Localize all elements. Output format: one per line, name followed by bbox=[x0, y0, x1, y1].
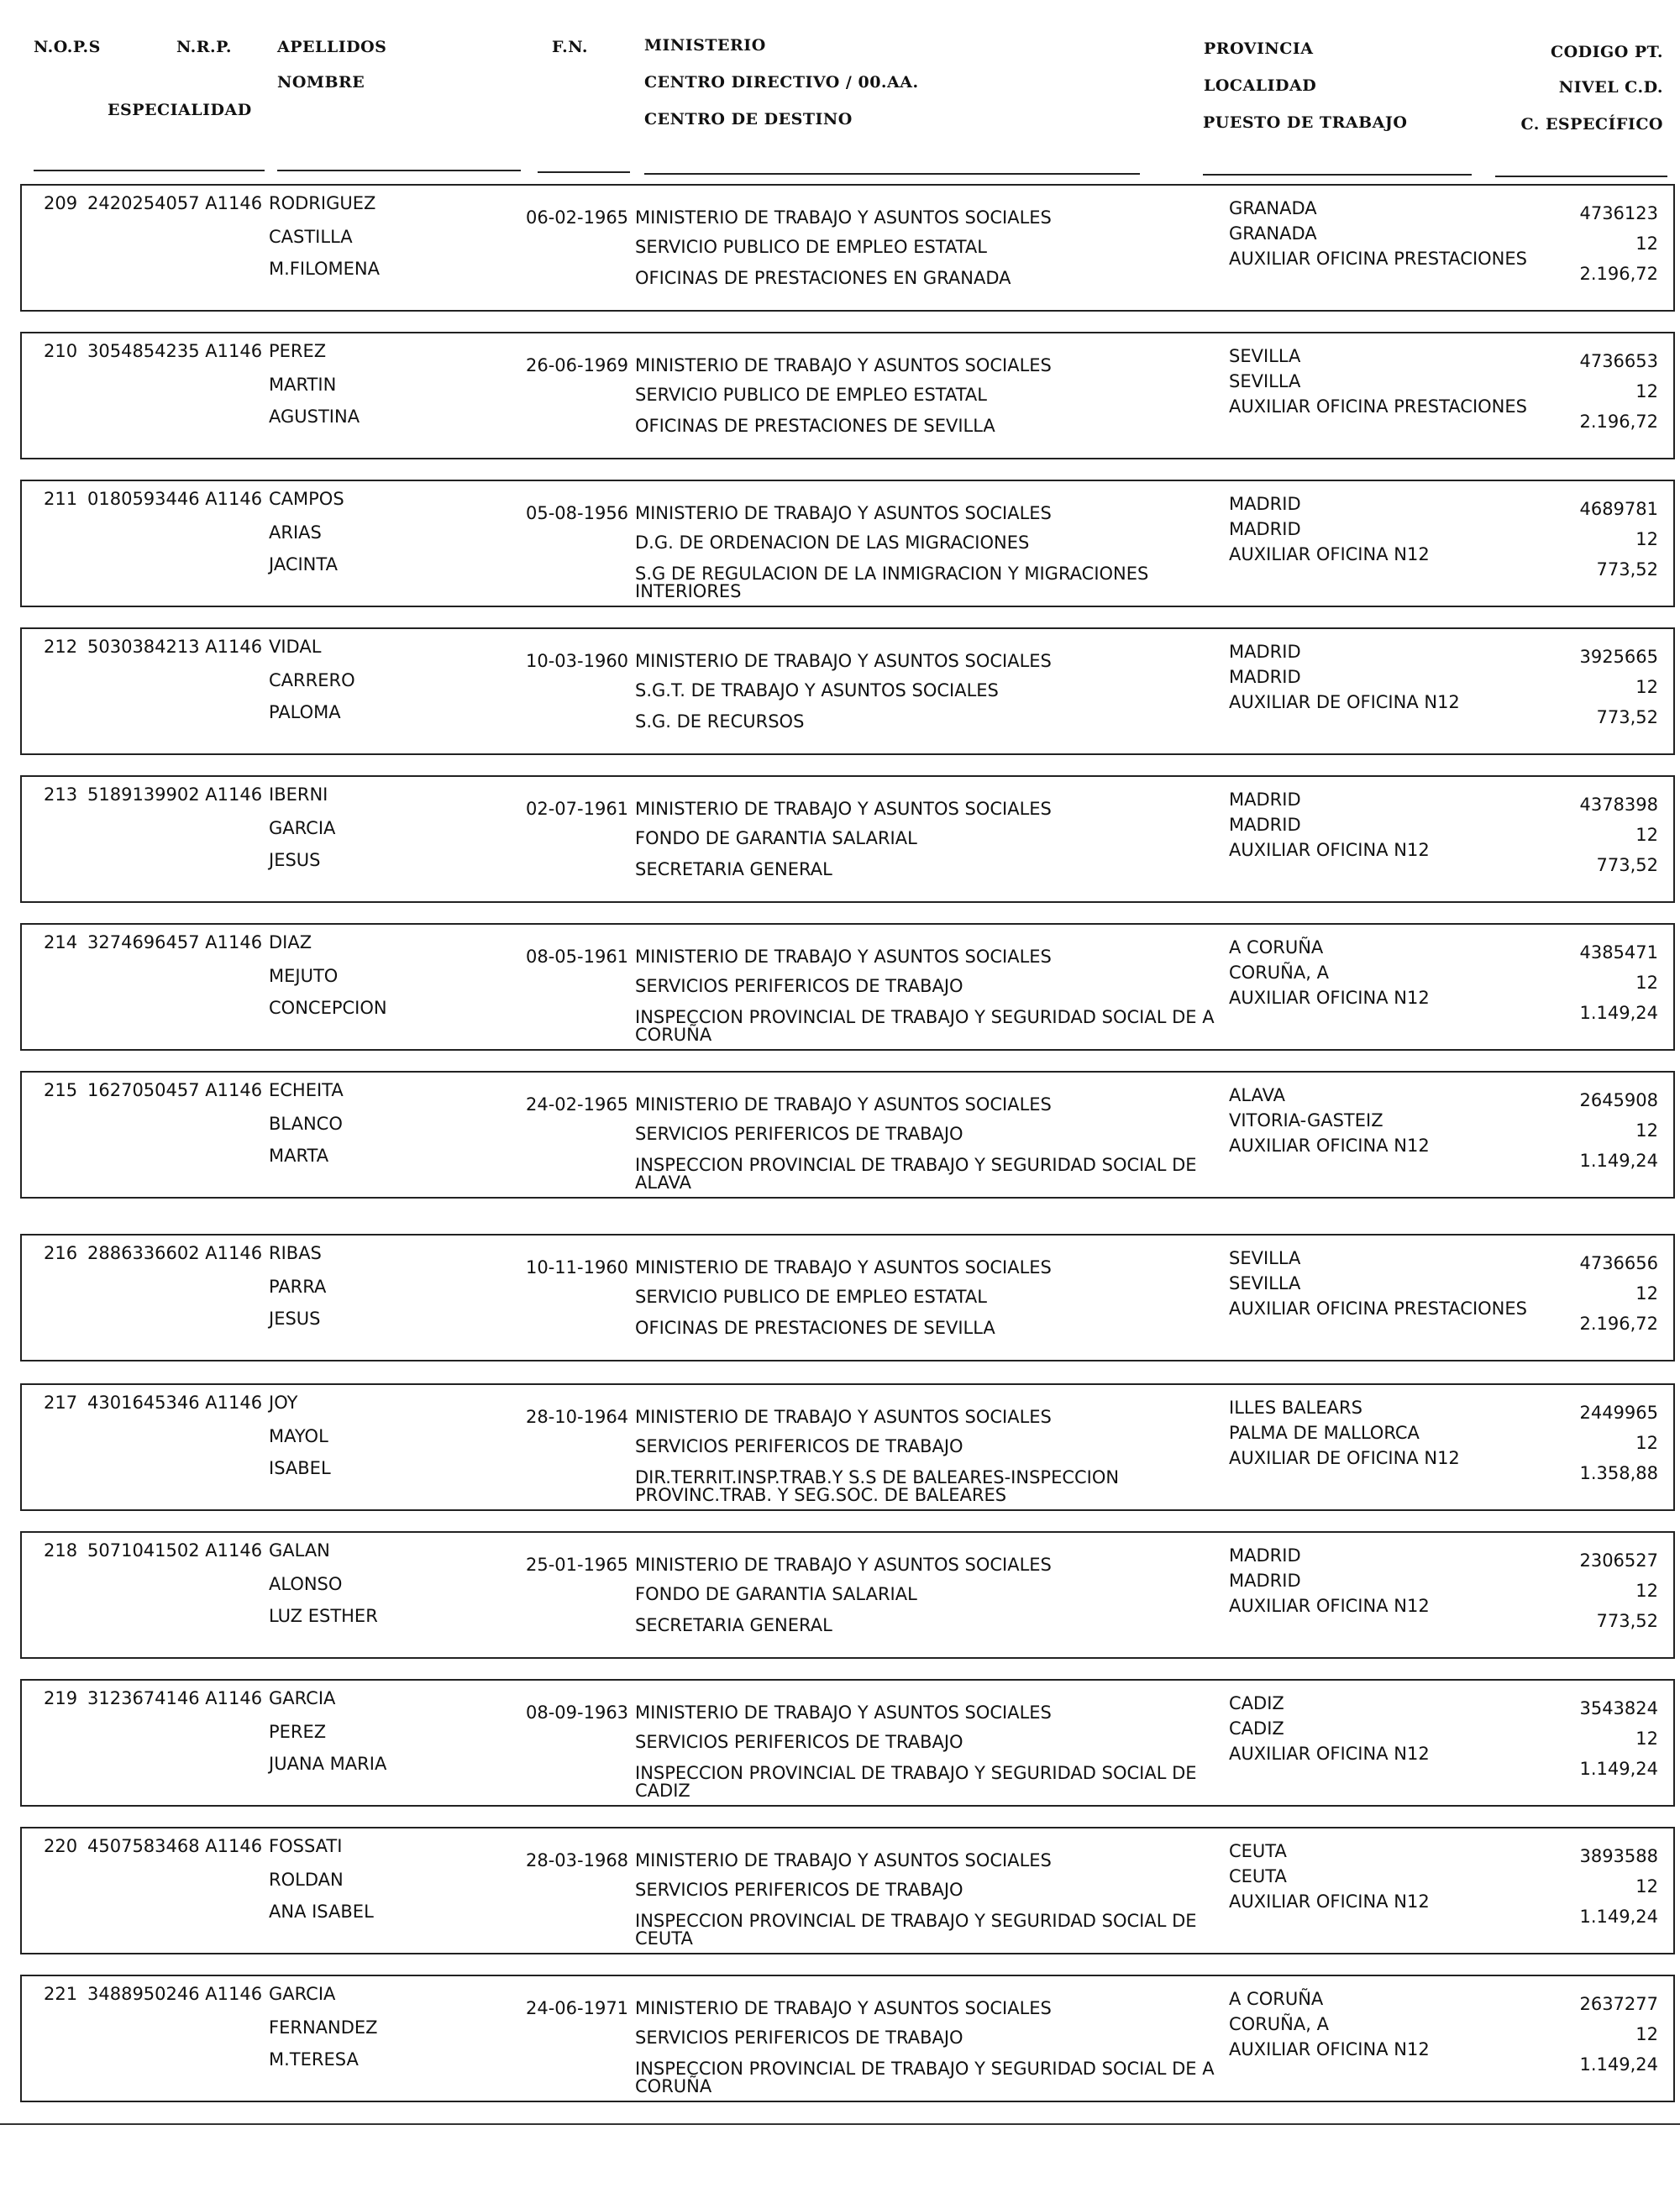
record-nivel: 12 bbox=[1635, 1729, 1658, 1749]
record-apellido2: ALONSO bbox=[269, 1574, 343, 1594]
record-nivel: 12 bbox=[1635, 973, 1658, 993]
record-box bbox=[20, 480, 1675, 607]
record-nombre: AGUSTINA bbox=[269, 407, 360, 427]
record-localidad: MADRID bbox=[1229, 519, 1301, 539]
record-centro-directivo: SERVICIOS PERIFERICOS DE TRABAJO bbox=[635, 1436, 963, 1456]
record-apellido1: RODRIGUEZ bbox=[269, 193, 376, 213]
record-box bbox=[20, 1383, 1675, 1511]
record-fecha: 26-06-1969 bbox=[526, 355, 629, 375]
record-box bbox=[20, 923, 1675, 1051]
record-localidad: CEUTA bbox=[1229, 1866, 1287, 1886]
record-codigo: 4689781 bbox=[1579, 499, 1658, 519]
record-nombre: PALOMA bbox=[269, 702, 341, 722]
record-centro-destino: SECRETARIA GENERAL bbox=[635, 1615, 832, 1635]
record-centro-directivo: FONDO DE GARANTIA SALARIAL bbox=[635, 1584, 917, 1604]
record-provincia: MADRID bbox=[1229, 1545, 1301, 1566]
record-box bbox=[20, 1679, 1675, 1807]
record-apellido1: GARCIA bbox=[269, 1984, 336, 2004]
record-nrp: 4507583468 A1146 bbox=[87, 1836, 263, 1856]
record-box bbox=[20, 1531, 1675, 1659]
record-apellido2: PARRA bbox=[269, 1277, 327, 1297]
record-codigo: 3925665 bbox=[1579, 647, 1658, 667]
record-box bbox=[20, 1827, 1675, 1954]
record-especifico: 2.196,72 bbox=[1579, 1314, 1658, 1334]
record-apellido2: CARRERO bbox=[269, 670, 355, 690]
record-nombre: JESUS bbox=[269, 1309, 321, 1329]
record-centro-destino: DIR.TERRIT.INSP.TRAB.Y S.S DE BALEARES-INSPECCION PROVINC.TRAB. Y SEG.SOC. DE BALEARES bbox=[635, 1467, 1120, 1505]
header-localidad: LOCALIDAD bbox=[1204, 76, 1317, 95]
record-puesto: AUXILIAR OFICINA PRESTACIONES bbox=[1229, 249, 1527, 269]
record-centro-directivo: SERVICIO PUBLICO DE EMPLEO ESTATAL bbox=[635, 1287, 987, 1307]
record-puesto: AUXILIAR OFICINA N12 bbox=[1229, 1596, 1430, 1616]
record-especifico: 1.149,24 bbox=[1579, 1759, 1658, 1779]
record-nrp: 1627050457 A1146 bbox=[87, 1080, 263, 1100]
header-fn: F.N. bbox=[552, 38, 588, 56]
record-centro-destino: S.G DE REGULACION DE LA INMIGRACION Y MIGRACIONES INTERIORES bbox=[635, 564, 1149, 601]
header-underline bbox=[1203, 174, 1472, 176]
record-fecha: 02-07-1961 bbox=[526, 799, 629, 819]
record-puesto: AUXILIAR OFICINA N12 bbox=[1229, 1744, 1430, 1764]
record-box bbox=[20, 775, 1675, 903]
record-ministerio: MINISTERIO DE TRABAJO Y ASUNTOS SOCIALES bbox=[635, 947, 1052, 967]
record-centro-directivo: SERVICIOS PERIFERICOS DE TRABAJO bbox=[635, 1732, 963, 1752]
record-ministerio: MINISTERIO DE TRABAJO Y ASUNTOS SOCIALES bbox=[635, 1702, 1052, 1723]
record-centro-destino: INSPECCION PROVINCIAL DE TRABAJO Y SEGURIDAD SOCIAL DE CEUTA bbox=[635, 1911, 1197, 1949]
record-nombre: ISABEL bbox=[269, 1458, 331, 1478]
record-nombre: JUANA MARIA bbox=[269, 1754, 387, 1774]
record-apellido1: GARCIA bbox=[269, 1688, 336, 1708]
record-number: 209 bbox=[44, 193, 78, 213]
header-underline bbox=[277, 170, 521, 171]
record-fecha: 05-08-1956 bbox=[526, 503, 629, 523]
record-localidad: CADIZ bbox=[1229, 1718, 1284, 1739]
record-box bbox=[20, 1234, 1675, 1361]
record-apellido1: IBERNI bbox=[269, 784, 328, 805]
record-apellido1: JOY bbox=[269, 1393, 298, 1413]
record-fecha: 10-11-1960 bbox=[526, 1257, 629, 1278]
record-codigo: 2637277 bbox=[1579, 1994, 1658, 2014]
record-nombre: M.TERESA bbox=[269, 2049, 359, 2070]
record-nombre: MARTA bbox=[269, 1146, 329, 1166]
record-nivel: 12 bbox=[1635, 1120, 1658, 1141]
record-localidad: MADRID bbox=[1229, 815, 1301, 835]
record-puesto: AUXILIAR OFICINA N12 bbox=[1229, 988, 1430, 1008]
record-nivel: 12 bbox=[1635, 825, 1658, 845]
record-especifico: 773,52 bbox=[1596, 559, 1658, 580]
record-ministerio: MINISTERIO DE TRABAJO Y ASUNTOS SOCIALES bbox=[635, 1094, 1052, 1115]
record-apellido1: PEREZ bbox=[269, 341, 327, 361]
record-puesto: AUXILIAR OFICINA PRESTACIONES bbox=[1229, 1298, 1527, 1319]
header-nivel: NIVEL C.D. bbox=[1558, 78, 1663, 97]
record-centro-directivo: SERVICIOS PERIFERICOS DE TRABAJO bbox=[635, 2028, 963, 2048]
record-apellido1: FOSSATI bbox=[269, 1836, 343, 1856]
record-puesto: AUXILIAR DE OFICINA N12 bbox=[1229, 1448, 1460, 1468]
record-provincia: SEVILLA bbox=[1229, 1248, 1301, 1268]
record-nivel: 12 bbox=[1635, 1876, 1658, 1897]
record-codigo: 2449965 bbox=[1579, 1403, 1658, 1423]
record-apellido2: MAYOL bbox=[269, 1426, 328, 1446]
record-nombre: LUZ ESTHER bbox=[269, 1606, 378, 1626]
record-apellido2: MEJUTO bbox=[269, 966, 339, 986]
record-centro-destino: INSPECCION PROVINCIAL DE TRABAJO Y SEGURIDAD SOCIAL DE CADIZ bbox=[635, 1763, 1197, 1801]
record-codigo: 4378398 bbox=[1579, 795, 1658, 815]
record-nombre: JESUS bbox=[269, 850, 321, 870]
record-centro-directivo: D.G. DE ORDENACION DE LAS MIGRACIONES bbox=[635, 533, 1030, 553]
record-puesto: AUXILIAR OFICINA N12 bbox=[1229, 1136, 1430, 1156]
record-especifico: 1.149,24 bbox=[1579, 2054, 1658, 2075]
record-centro-destino: INSPECCION PROVINCIAL DE TRABAJO Y SEGURIDAD SOCIAL DE A CORUÑA bbox=[635, 2059, 1215, 2096]
record-fecha: 24-06-1971 bbox=[526, 1998, 629, 2018]
record-box bbox=[20, 627, 1675, 755]
header-underline bbox=[1495, 176, 1667, 177]
record-nivel: 12 bbox=[1635, 233, 1658, 254]
record-fecha: 28-03-1968 bbox=[526, 1850, 629, 1870]
record-ministerio: MINISTERIO DE TRABAJO Y ASUNTOS SOCIALES bbox=[635, 1998, 1052, 2018]
header-codigo: CODIGO PT. bbox=[1550, 43, 1663, 61]
record-ministerio: MINISTERIO DE TRABAJO Y ASUNTOS SOCIALES bbox=[635, 207, 1052, 228]
record-centro-directivo: FONDO DE GARANTIA SALARIAL bbox=[635, 828, 917, 848]
record-codigo: 4736123 bbox=[1579, 203, 1658, 223]
record-box bbox=[20, 1071, 1675, 1199]
header-provincia: PROVINCIA bbox=[1204, 39, 1314, 58]
record-apellido1: ECHEITA bbox=[269, 1080, 344, 1100]
record-especifico: 2.196,72 bbox=[1579, 412, 1658, 432]
record-puesto: AUXILIAR OFICINA N12 bbox=[1229, 1891, 1430, 1912]
record-apellido1: RIBAS bbox=[269, 1243, 322, 1263]
record-nrp: 3054854235 A1146 bbox=[87, 341, 263, 361]
record-nrp: 3488950246 A1146 bbox=[87, 1984, 263, 2004]
record-localidad: SEVILLA bbox=[1229, 371, 1301, 391]
header-underline bbox=[34, 170, 265, 171]
record-especifico: 773,52 bbox=[1596, 707, 1658, 727]
record-codigo: 2645908 bbox=[1579, 1090, 1658, 1110]
record-ministerio: MINISTERIO DE TRABAJO Y ASUNTOS SOCIALES bbox=[635, 1257, 1052, 1278]
record-nivel: 12 bbox=[1635, 1581, 1658, 1601]
record-provincia: ALAVA bbox=[1229, 1085, 1285, 1105]
record-ministerio: MINISTERIO DE TRABAJO Y ASUNTOS SOCIALES bbox=[635, 1407, 1052, 1427]
record-provincia: ILLES BALEARS bbox=[1229, 1398, 1362, 1418]
record-nrp: 5189139902 A1146 bbox=[87, 784, 263, 805]
record-codigo: 4736656 bbox=[1579, 1253, 1658, 1273]
record-ministerio: MINISTERIO DE TRABAJO Y ASUNTOS SOCIALES bbox=[635, 503, 1052, 523]
record-puesto: AUXILIAR OFICINA N12 bbox=[1229, 840, 1430, 860]
record-especifico: 773,52 bbox=[1596, 1611, 1658, 1631]
record-nrp: 3123674146 A1146 bbox=[87, 1688, 263, 1708]
record-localidad: VITORIA-GASTEIZ bbox=[1229, 1110, 1383, 1131]
header-centro-destino: CENTRO DE DESTINO bbox=[644, 110, 853, 129]
record-codigo: 3543824 bbox=[1579, 1698, 1658, 1718]
record-apellido2: CASTILLA bbox=[269, 227, 353, 247]
record-centro-directivo: S.G.T. DE TRABAJO Y ASUNTOS SOCIALES bbox=[635, 680, 999, 700]
record-centro-destino: INSPECCION PROVINCIAL DE TRABAJO Y SEGURIDAD SOCIAL DE A CORUÑA bbox=[635, 1007, 1215, 1045]
record-number: 212 bbox=[44, 637, 78, 657]
record-centro-directivo: SERVICIO PUBLICO DE EMPLEO ESTATAL bbox=[635, 385, 987, 405]
header-nrp: N.R.P. bbox=[176, 38, 232, 56]
record-especifico: 1.149,24 bbox=[1579, 1151, 1658, 1171]
record-centro-directivo: SERVICIOS PERIFERICOS DE TRABAJO bbox=[635, 976, 963, 996]
record-localidad: MADRID bbox=[1229, 1571, 1301, 1591]
record-nivel: 12 bbox=[1635, 2024, 1658, 2044]
record-fecha: 25-01-1965 bbox=[526, 1555, 629, 1575]
header-centro-directivo: CENTRO DIRECTIVO / 00.AA. bbox=[644, 73, 919, 92]
record-ministerio: MINISTERIO DE TRABAJO Y ASUNTOS SOCIALES bbox=[635, 799, 1052, 819]
record-number: 214 bbox=[44, 932, 78, 952]
record-nrp: 0180593446 A1146 bbox=[87, 489, 263, 509]
record-provincia: SEVILLA bbox=[1229, 346, 1301, 366]
record-centro-destino: INSPECCION PROVINCIAL DE TRABAJO Y SEGURIDAD SOCIAL DE ALAVA bbox=[635, 1155, 1197, 1193]
record-nombre: JACINTA bbox=[269, 554, 338, 574]
record-nivel: 12 bbox=[1635, 1283, 1658, 1304]
record-especifico: 1.149,24 bbox=[1579, 1003, 1658, 1023]
record-provincia: MADRID bbox=[1229, 494, 1301, 514]
record-especifico: 1.358,88 bbox=[1579, 1463, 1658, 1483]
record-nivel: 12 bbox=[1635, 529, 1658, 549]
record-centro-destino: OFICINAS DE PRESTACIONES DE SEVILLA bbox=[635, 1318, 995, 1338]
record-codigo: 2306527 bbox=[1579, 1550, 1658, 1571]
record-apellido2: PEREZ bbox=[269, 1722, 327, 1742]
record-localidad: CORUÑA, A bbox=[1229, 963, 1329, 983]
record-apellido1: VIDAL bbox=[269, 637, 322, 657]
header-especifico: C. ESPECÍFICO bbox=[1520, 115, 1663, 134]
record-especifico: 2.196,72 bbox=[1579, 264, 1658, 284]
header-underline bbox=[538, 171, 630, 173]
record-especifico: 773,52 bbox=[1596, 855, 1658, 875]
record-centro-destino: OFICINAS DE PRESTACIONES EN GRANADA bbox=[635, 268, 1011, 288]
record-number: 210 bbox=[44, 341, 78, 361]
record-codigo: 4385471 bbox=[1579, 942, 1658, 963]
record-provincia: MADRID bbox=[1229, 642, 1301, 662]
record-apellido1: DIAZ bbox=[269, 932, 312, 952]
record-nivel: 12 bbox=[1635, 677, 1658, 697]
record-provincia: A CORUÑA bbox=[1229, 937, 1324, 957]
record-provincia: GRANADA bbox=[1229, 198, 1317, 218]
record-nrp: 5071041502 A1146 bbox=[87, 1540, 263, 1561]
record-apellido2: ROLDAN bbox=[269, 1870, 344, 1890]
record-nombre: ANA ISABEL bbox=[269, 1902, 374, 1922]
record-provincia: MADRID bbox=[1229, 790, 1301, 810]
record-ministerio: MINISTERIO DE TRABAJO Y ASUNTOS SOCIALES bbox=[635, 355, 1052, 375]
header-especialidad: ESPECIALIDAD bbox=[108, 101, 252, 119]
record-fecha: 28-10-1964 bbox=[526, 1407, 629, 1427]
record-puesto: AUXILIAR OFICINA N12 bbox=[1229, 2039, 1430, 2059]
record-provincia: A CORUÑA bbox=[1229, 1989, 1324, 2009]
page-bottom-rule bbox=[0, 2123, 1680, 2125]
record-box bbox=[20, 1975, 1675, 2102]
record-number: 215 bbox=[44, 1080, 78, 1100]
record-fecha: 24-02-1965 bbox=[526, 1094, 629, 1115]
record-provincia: CADIZ bbox=[1229, 1693, 1284, 1713]
record-nrp: 2420254057 A1146 bbox=[87, 193, 263, 213]
record-apellido1: CAMPOS bbox=[269, 489, 344, 509]
record-provincia: CEUTA bbox=[1229, 1841, 1287, 1861]
record-fecha: 06-02-1965 bbox=[526, 207, 629, 228]
record-localidad: MADRID bbox=[1229, 667, 1301, 687]
record-fecha: 08-05-1961 bbox=[526, 947, 629, 967]
record-centro-directivo: SERVICIOS PERIFERICOS DE TRABAJO bbox=[635, 1880, 963, 1900]
record-number: 216 bbox=[44, 1243, 78, 1263]
record-nivel: 12 bbox=[1635, 381, 1658, 401]
record-nrp: 2886336602 A1146 bbox=[87, 1243, 263, 1263]
header-underline bbox=[644, 173, 1140, 175]
record-nrp: 5030384213 A1146 bbox=[87, 637, 263, 657]
record-localidad: PALMA DE MALLORCA bbox=[1229, 1423, 1420, 1443]
record-centro-destino: OFICINAS DE PRESTACIONES DE SEVILLA bbox=[635, 416, 995, 436]
record-ministerio: MINISTERIO DE TRABAJO Y ASUNTOS SOCIALES bbox=[635, 651, 1052, 671]
record-number: 211 bbox=[44, 489, 78, 509]
record-apellido2: GARCIA bbox=[269, 818, 336, 838]
record-number: 221 bbox=[44, 1984, 78, 2004]
record-number: 220 bbox=[44, 1836, 78, 1856]
record-apellido2: FERNANDEZ bbox=[269, 2017, 378, 2038]
header-nops: N.O.P.S bbox=[34, 38, 101, 56]
record-number: 217 bbox=[44, 1393, 78, 1413]
record-centro-directivo: SERVICIOS PERIFERICOS DE TRABAJO bbox=[635, 1124, 963, 1144]
record-nombre: M.FILOMENA bbox=[269, 259, 381, 279]
record-apellido2: ARIAS bbox=[269, 522, 322, 543]
record-localidad: CORUÑA, A bbox=[1229, 2014, 1329, 2034]
record-codigo: 3893588 bbox=[1579, 1846, 1658, 1866]
record-puesto: AUXILIAR DE OFICINA N12 bbox=[1229, 692, 1460, 712]
record-nrp: 3274696457 A1146 bbox=[87, 932, 263, 952]
record-nivel: 12 bbox=[1635, 1433, 1658, 1453]
record-localidad: GRANADA bbox=[1229, 223, 1317, 244]
record-fecha: 08-09-1963 bbox=[526, 1702, 629, 1723]
record-centro-destino: SECRETARIA GENERAL bbox=[635, 859, 832, 879]
record-apellido2: BLANCO bbox=[269, 1114, 343, 1134]
record-nrp: 4301645346 A1146 bbox=[87, 1393, 263, 1413]
record-puesto: AUXILIAR OFICINA N12 bbox=[1229, 544, 1430, 564]
record-codigo: 4736653 bbox=[1579, 351, 1658, 371]
record-fecha: 10-03-1960 bbox=[526, 651, 629, 671]
record-ministerio: MINISTERIO DE TRABAJO Y ASUNTOS SOCIALES bbox=[635, 1850, 1052, 1870]
record-localidad: SEVILLA bbox=[1229, 1273, 1301, 1293]
record-apellido2: MARTIN bbox=[269, 375, 337, 395]
record-number: 213 bbox=[44, 784, 78, 805]
header-apellidos: APELLIDOS bbox=[277, 38, 387, 56]
record-box bbox=[20, 332, 1675, 459]
record-centro-destino: S.G. DE RECURSOS bbox=[635, 711, 805, 732]
record-ministerio: MINISTERIO DE TRABAJO Y ASUNTOS SOCIALES bbox=[635, 1555, 1052, 1575]
header-ministerio: MINISTERIO bbox=[644, 36, 766, 55]
record-especifico: 1.149,24 bbox=[1579, 1907, 1658, 1927]
record-box bbox=[20, 184, 1675, 312]
header-puesto: PUESTO DE TRABAJO bbox=[1203, 113, 1408, 132]
record-number: 219 bbox=[44, 1688, 78, 1708]
record-number: 218 bbox=[44, 1540, 78, 1561]
record-centro-directivo: SERVICIO PUBLICO DE EMPLEO ESTATAL bbox=[635, 237, 987, 257]
record-apellido1: GALAN bbox=[269, 1540, 330, 1561]
record-nombre: CONCEPCION bbox=[269, 998, 387, 1018]
record-puesto: AUXILIAR OFICINA PRESTACIONES bbox=[1229, 396, 1527, 417]
header-nombre: NOMBRE bbox=[277, 73, 365, 92]
